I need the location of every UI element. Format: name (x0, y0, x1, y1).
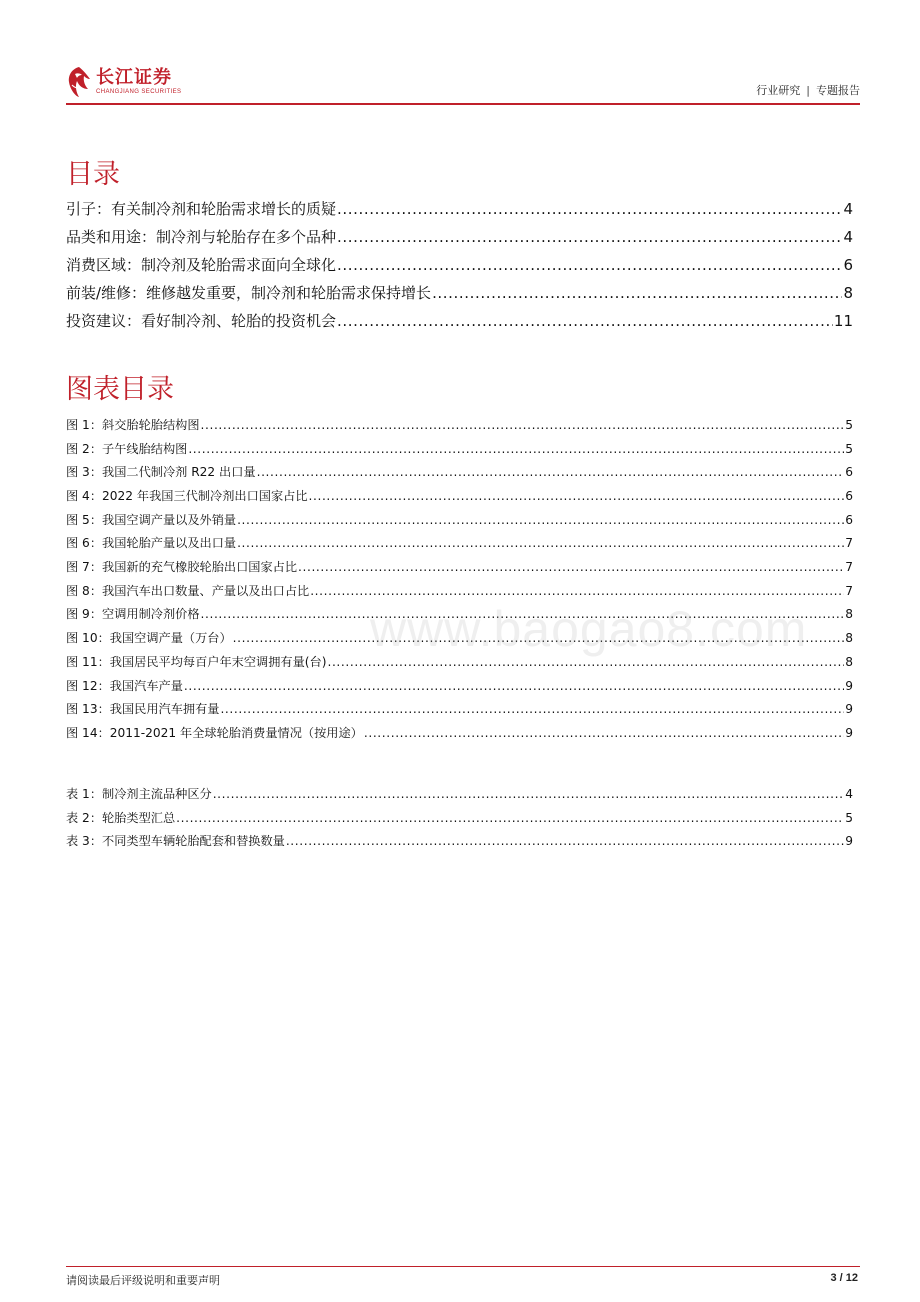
toc-list (66, 195, 853, 335)
figure-leader-dots (237, 509, 844, 533)
toc-item-title: 消费区域：制冷剂及轮胎需求面向全球化 (66, 256, 337, 274)
figure-item-page: 5 (845, 441, 853, 456)
figure-leader-dots (309, 485, 845, 509)
figure-item-page: 7 (845, 560, 853, 575)
figure-item[interactable] (66, 414, 853, 438)
page-indicator: 3 / 12 (830, 1272, 858, 1284)
toc-item-title: 品类和用途：制冷剂与轮胎存在多个品种 (66, 228, 337, 246)
figure-item[interactable] (66, 722, 853, 746)
figure-item[interactable] (66, 438, 853, 462)
table-item-title: 表 1：制冷剂主流品种区分 (66, 786, 212, 801)
figure-item-page: 9 (845, 678, 853, 693)
figure-item-page: 9 (845, 702, 853, 717)
table-item-title: 表 3：不同类型车辆轮胎配套和替换数量 (66, 834, 285, 849)
figure-leader-dots (364, 722, 844, 746)
figure-item[interactable] (66, 556, 853, 580)
toc-item-page: 11 (833, 312, 853, 330)
figure-item-title: 图 10：我国空调产量（万台） (66, 631, 232, 646)
figure-item[interactable] (66, 461, 853, 485)
figure-item-page: 8 (845, 607, 853, 622)
toc-item[interactable] (66, 251, 853, 279)
figure-item-title: 图 2：子午线胎结构图 (66, 441, 188, 456)
toc-heading: 目录 (66, 159, 120, 190)
toc-item[interactable] (66, 223, 853, 251)
figure-item-title: 图 6：我国轮胎产量以及出口量 (66, 536, 237, 551)
figure-item-page: 5 (845, 417, 853, 432)
page-header (66, 58, 860, 104)
toc-item-page: 4 (843, 228, 853, 246)
header-divider (66, 103, 860, 105)
figure-item-title: 图 4：2022 年我国三代制冷剂出口国家占比 (66, 489, 308, 504)
toc-leader-dots (432, 279, 842, 307)
figure-leader-dots (257, 461, 845, 485)
figure-leader-dots (237, 532, 844, 556)
figure-item-title: 图 14：2011-2021 年全球轮胎消费量情况（按用途） (66, 725, 363, 740)
toc-leader-dots (337, 251, 842, 279)
figure-item[interactable] (66, 509, 853, 533)
toc-item-page: 8 (843, 284, 853, 302)
figure-item-page: 8 (845, 631, 853, 646)
figure-item-title: 图 5：我国空调产量以及外销量 (66, 512, 237, 527)
table-item-page: 5 (845, 810, 853, 825)
figure-item-title: 图 1：斜交胎轮胎结构图 (66, 417, 200, 432)
category-label: 行业研究 (756, 84, 801, 97)
figure-item-page: 6 (845, 489, 853, 504)
figure-list (66, 414, 853, 746)
toc-item-page: 4 (843, 200, 853, 218)
figure-item-page: 8 (845, 654, 853, 669)
table-item-page: 4 (845, 786, 853, 801)
logo-chinese-name: 长江证券 (96, 67, 172, 88)
report-type-label: 专题报告 (816, 84, 860, 97)
figure-leader-dots (201, 414, 845, 438)
footer-disclaimer: 请阅读最后评级说明和重要声明 (66, 1274, 220, 1287)
toc-item[interactable] (66, 195, 853, 223)
figure-item[interactable] (66, 485, 853, 509)
figure-item-title: 图 8：我国汽车出口数量、产量以及出口占比 (66, 583, 310, 598)
figure-item-page: 7 (845, 536, 853, 551)
figure-item[interactable] (66, 698, 853, 722)
table-item-page: 9 (845, 834, 853, 849)
figure-leader-dots (188, 438, 844, 462)
figure-item-page: 6 (845, 465, 853, 480)
figure-leader-dots (220, 698, 844, 722)
category-separator: | (806, 84, 810, 97)
figure-item-title: 图 9：空调用制冷剂价格 (66, 607, 200, 622)
figure-item[interactable] (66, 532, 853, 556)
figure-item-title: 图 13：我国民用汽车拥有量 (66, 702, 220, 717)
figure-item-page: 7 (845, 583, 853, 598)
toc-item-title: 前装/维修：维修越发重要，制冷剂和轮胎需求保持增长 (66, 284, 432, 302)
toc-item-title: 引子：有关制冷剂和轮胎需求增长的质疑 (66, 200, 337, 218)
table-item-title: 表 2：轮胎类型汇总 (66, 810, 176, 825)
table-item[interactable] (66, 830, 853, 854)
logo-english-name: CHANGJIANG SECURITIES (96, 89, 182, 95)
toc-item[interactable] (66, 307, 853, 335)
watermark: www.baogao8.com (370, 601, 808, 657)
toc-item-title: 投资建议：看好制冷剂、轮胎的投资机会 (66, 312, 337, 330)
figure-item-title: 图 7：我国新的充气橡胶轮胎出口国家占比 (66, 560, 298, 575)
dragon-logo-icon (66, 65, 92, 99)
toc-leader-dots (337, 307, 833, 335)
figure-item-title: 图 11：我国居民平均每百户年末空调拥有量(台) (66, 654, 327, 669)
company-logo (66, 62, 181, 102)
figure-item-title: 图 12：我国汽车产量 (66, 678, 183, 693)
figure-leader-dots (184, 675, 844, 699)
toc-leader-dots (337, 223, 842, 251)
figure-item[interactable] (66, 675, 853, 699)
table-leader-dots (176, 807, 844, 831)
footer-divider (66, 1266, 860, 1267)
figure-item-title: 图 3：我国二代制冷剂 R22 出口量 (66, 465, 256, 480)
figures-heading: 图表目录 (66, 374, 174, 405)
figure-leader-dots (298, 556, 844, 580)
table-leader-dots (213, 783, 845, 807)
report-category (756, 82, 860, 98)
table-leader-dots (286, 830, 844, 854)
figure-item-page: 9 (845, 725, 853, 740)
toc-leader-dots (337, 195, 842, 223)
toc-item-page: 6 (843, 256, 853, 274)
toc-item[interactable] (66, 279, 853, 307)
table-list (66, 783, 853, 854)
table-item[interactable] (66, 783, 853, 807)
figure-item-page: 6 (845, 512, 853, 527)
table-item[interactable] (66, 807, 853, 831)
